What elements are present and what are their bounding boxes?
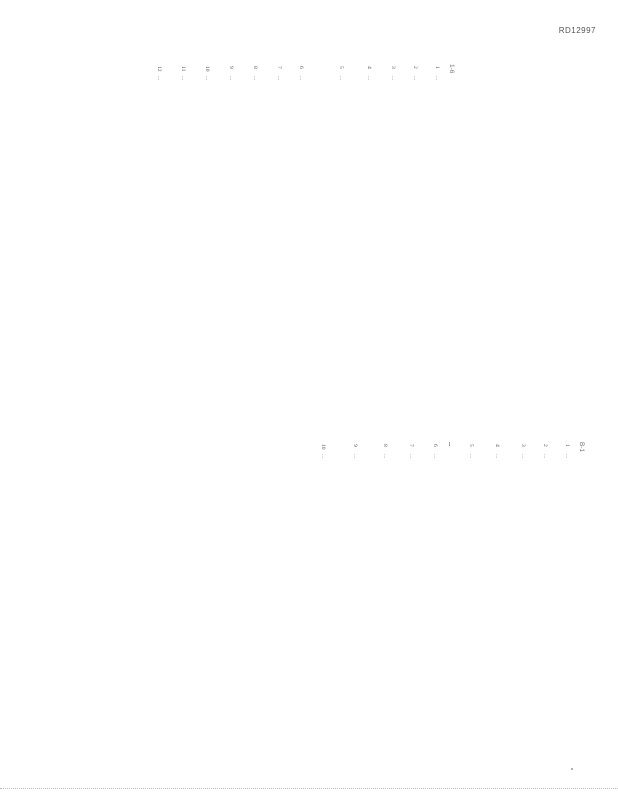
list-item <box>365 66 373 376</box>
item-text: ... <box>228 76 234 81</box>
item-text: ... <box>366 76 372 81</box>
left-page-rotated <box>155 62 455 392</box>
list-item <box>179 66 187 376</box>
item-text: ... <box>352 454 358 459</box>
item-text: ... <box>320 454 326 459</box>
item-number: 5 <box>468 444 474 447</box>
item-text: ... <box>494 454 500 459</box>
item-number: 4 <box>366 66 372 69</box>
list-item <box>407 444 415 754</box>
list-item <box>319 444 327 754</box>
list-item <box>297 66 305 376</box>
item-number: 6 <box>298 66 304 69</box>
item-number: 3 <box>390 66 396 69</box>
list-item <box>155 66 163 376</box>
right-page-rotated <box>285 440 585 770</box>
list-item <box>541 444 549 754</box>
item-text: ... <box>408 454 414 459</box>
list-item <box>431 444 439 754</box>
list-item <box>519 444 527 754</box>
item-number: 6 <box>432 444 438 447</box>
item-text: ... <box>276 76 282 81</box>
scan-edge-line <box>0 788 618 789</box>
item-text: ... <box>252 76 258 81</box>
item-text: ... <box>338 76 344 81</box>
item-text: ... <box>434 76 440 81</box>
item-number: 10 <box>204 66 210 72</box>
item-text: ... <box>564 454 570 459</box>
list-item <box>493 444 501 754</box>
item-number: 9 <box>228 66 234 69</box>
item-text: ... <box>432 454 438 459</box>
item-number: 3 <box>520 444 526 447</box>
item-text: ... <box>390 76 396 81</box>
section-heading: ... <box>447 442 453 447</box>
item-number: 9 <box>352 444 358 447</box>
item-number: 11 <box>180 66 186 72</box>
item-number: 2 <box>542 444 548 447</box>
item-number: 7 <box>408 444 414 447</box>
item-text: ... <box>180 76 186 81</box>
item-number: 4 <box>494 444 500 447</box>
item-number: 8 <box>252 66 258 69</box>
list-item <box>381 444 389 754</box>
list-item <box>467 444 475 754</box>
item-text: ... <box>542 454 548 459</box>
item-text: ... <box>298 76 304 81</box>
list-item <box>337 66 345 376</box>
item-number: 10 <box>320 444 326 450</box>
item-text: ... <box>468 454 474 459</box>
list-item <box>203 66 211 376</box>
list-item <box>433 66 441 376</box>
item-number: 1 <box>434 66 440 69</box>
item-text: ... <box>412 76 418 81</box>
right-page-label: B-1 <box>578 442 585 453</box>
item-number: 8 <box>382 444 388 447</box>
list-item <box>227 66 235 376</box>
item-number: 12 <box>156 66 162 72</box>
list-item <box>251 66 259 376</box>
left-page-label: 1-6 <box>448 64 455 74</box>
item-text: ... <box>382 454 388 459</box>
item-number: 5 <box>338 66 344 69</box>
item-text: ... <box>520 454 526 459</box>
scan-speck <box>571 768 573 770</box>
item-number: 1 <box>564 444 570 447</box>
item-text: ... <box>204 76 210 81</box>
list-item <box>389 66 397 376</box>
list-item <box>411 66 419 376</box>
list-item <box>563 444 571 754</box>
item-number: 2 <box>412 66 418 69</box>
item-number: 7 <box>276 66 282 69</box>
list-item <box>275 66 283 376</box>
list-item <box>351 444 359 754</box>
item-text: ... <box>156 76 162 81</box>
document-id: RD12997 <box>558 26 596 35</box>
